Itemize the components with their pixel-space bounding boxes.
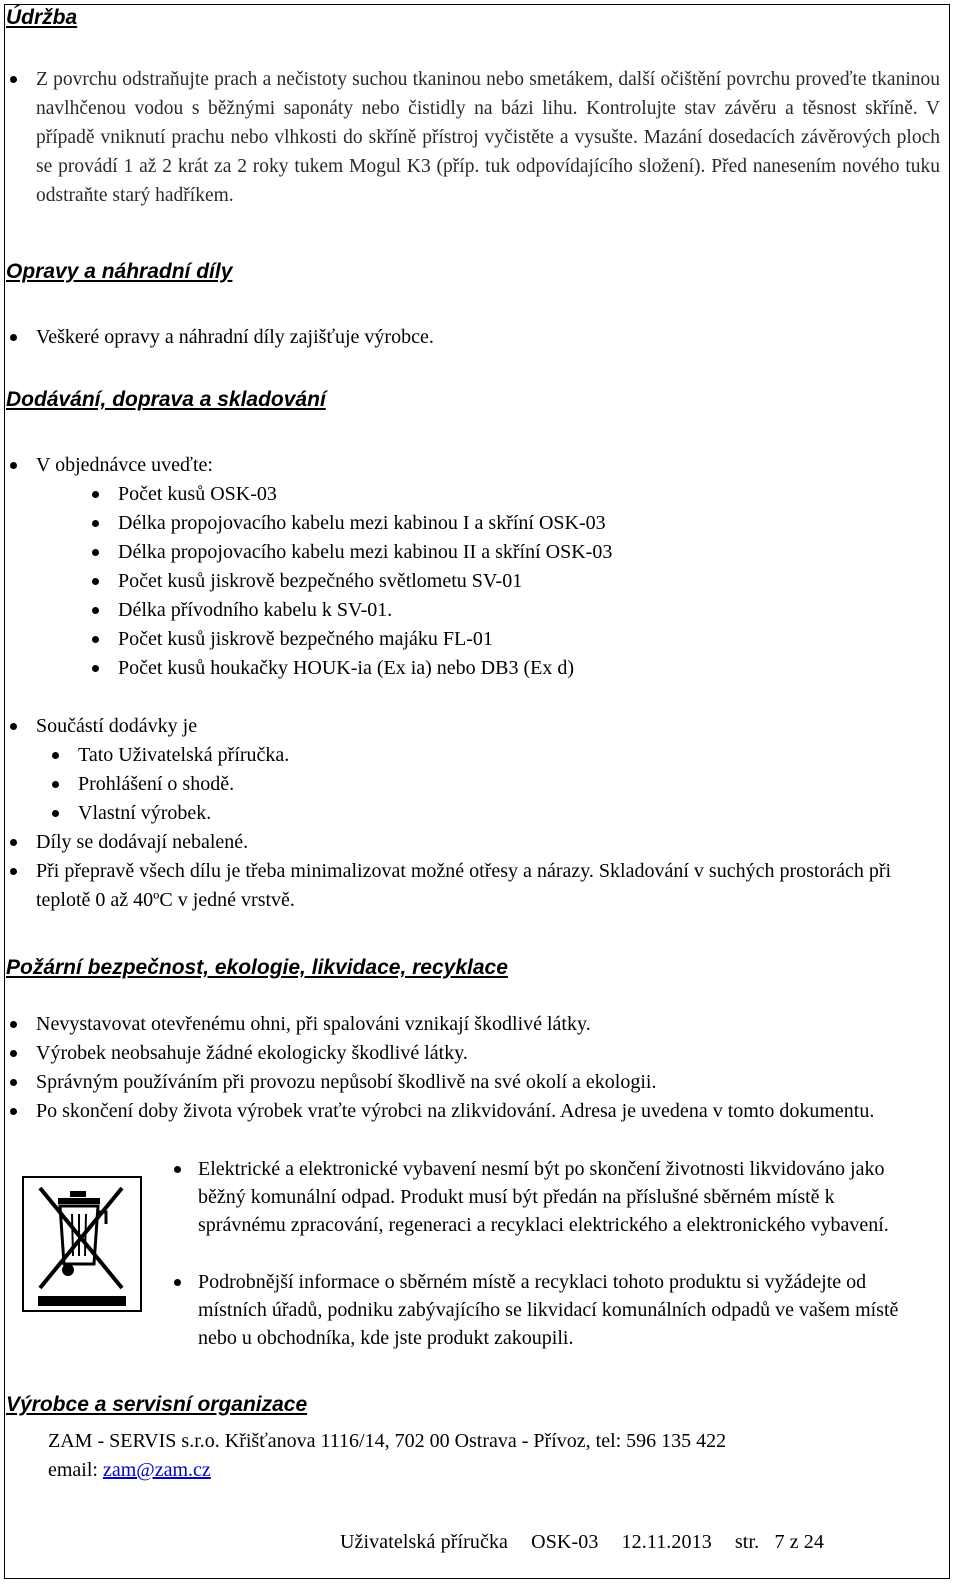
bullet — [92, 491, 99, 498]
email-link[interactable]: zam@zam.cz — [102, 1459, 211, 1481]
fire-item: Nevystavovat otevřenému ohni, při spalováni vznikají škodlivé látky. — [36, 1013, 591, 1035]
supply-item: Prohlášení o shodě. — [78, 773, 235, 795]
bullet — [174, 1279, 181, 1286]
weee-item: Elektrické a elektronické vybavení nesmí být po skončení životnosti likvidováno jako běžný komunální odpad. Produkt musí být předán na příslušné sběrném místě k správnému zpracování, regeneraci a recyklaci elektrického a elektronického vybavení. — [198, 1158, 889, 1236]
bullet — [92, 578, 99, 585]
fire-item: Správným používáním při provozu nepůsobí škodlivě na své okolí a ekologii. — [36, 1071, 657, 1093]
unpacked-item: Díly se dodávají nebalené. — [36, 831, 249, 853]
bullet — [52, 810, 59, 817]
fire-item: Výrobek neobsahuje žádné ekologicky škodlivé látky. — [36, 1042, 468, 1064]
bullet — [10, 76, 17, 83]
footer-model: OSK-03 — [531, 1531, 599, 1553]
manufacturer-address: ZAM - SERVIS s.r.o. Křišťanova 1116/14, 702 00 Ostrava - Přívoz, tel: 596 135 422 — [48, 1430, 727, 1452]
supply-item: Tato Uživatelská příručka. — [78, 744, 290, 766]
bullet — [92, 665, 99, 672]
heading-repairs: Opravy a náhradní díly — [6, 260, 233, 283]
bullet — [174, 1166, 181, 1173]
bullet — [10, 1050, 17, 1057]
supply-item: Vlastní výrobek. — [78, 802, 212, 824]
fire-item: Po skončení doby života výrobek vraťte výrobci na zlikvidování. Adresa je uvedena v tomto dokumentu. — [36, 1100, 875, 1122]
maintenance-text: Z povrchu odstraňujte prach a nečistoty suchou tkaninou nebo smetákem, další očištění povrchu proveďte tkaninou navlhčenou vodou s běžnými saponáty nebo čistidly na bázi lihu. Kontrolujte stav závěru a těsnost skříně. V případě vniknutí prachu nebo vlhkosti do skříně přístroj vyčistěte a vysušte. Mazání dosedacích závěrových ploch se provádí 1 až 2 krát za 2 roky tukem Mogul K3 (příp. tuk odpovídajícího složení). Před nanesením nového tuku odstraňte starý hadříkem. — [36, 69, 940, 206]
bullet — [52, 781, 59, 788]
email-line — [48, 1456, 211, 1485]
bullet — [10, 868, 17, 875]
order-item: Délka přívodního kabelu k SV-01. — [118, 599, 393, 621]
bullet — [92, 636, 99, 643]
order-item: Počet kusů jiskrově bezpečného světlometu SV-01 — [118, 570, 523, 592]
order-item: Délka propojovacího kabelu mezi kabinou II a skříní OSK-03 — [118, 541, 613, 563]
weee-item: Podrobnější informace o sběrném místě a recyklaci tohoto produktu si vyžádejte od místních úřadů, podniku zabývajícího se likvidací komunálních odpadů ve vašem místě nebo u obchodníka, kde jste produkt zakoupili. — [198, 1271, 899, 1349]
bullet — [10, 1108, 17, 1115]
heading-maintenance: Údržba — [6, 6, 78, 29]
supply-intro: Součástí dodávky je — [36, 715, 198, 737]
bullet — [92, 520, 99, 527]
crossed-out-wheelie-bin-icon — [22, 1176, 142, 1312]
repairs-item: Veškeré opravy a náhradní díly zajišťuje výrobce. — [36, 326, 434, 348]
footer-doc: Uživatelská příručka — [340, 1531, 509, 1553]
heading-manufacturer: Výrobce a servisní organizace — [6, 1393, 308, 1416]
bullet — [92, 549, 99, 556]
bullet — [10, 1079, 17, 1086]
footer-date: 12.11.2013 — [621, 1531, 712, 1553]
bullet — [10, 334, 17, 341]
bullet — [10, 723, 17, 730]
bullet — [52, 752, 59, 759]
order-item: Délka propojovacího kabelu mezi kabinou I a skříní OSK-03 — [118, 512, 606, 534]
heading-fire-safety: Požární bezpečnost, ekologie, likvidace, recyklace — [6, 956, 508, 979]
order-item: Počet kusů OSK-03 — [118, 483, 277, 505]
order-intro: V objednávce uveďte: — [36, 454, 213, 476]
email-label: email: — [48, 1459, 103, 1481]
heading-delivery: Dodávání, doprava a skladování — [6, 388, 326, 411]
order-item: Počet kusů jiskrově bezpečného majáku FL-01 — [118, 628, 493, 650]
bullet — [10, 839, 17, 846]
bullet — [92, 607, 99, 614]
footer-page: str. 7 z 24 — [734, 1531, 824, 1553]
page-footer — [340, 1531, 842, 1554]
transport-item: Při přepravě všech dílu je třeba minimalizovat možné otřesy a nárazy. Skladování v suchých prostorách při teplotě 0 až 40ºC v jedné vrstvě. — [36, 860, 892, 911]
bullet — [10, 1021, 17, 1028]
order-item: Počet kusů houkačky HOUK-ia (Ex ia) nebo DB3 (Ex d) — [118, 657, 575, 679]
bullet — [10, 462, 17, 469]
